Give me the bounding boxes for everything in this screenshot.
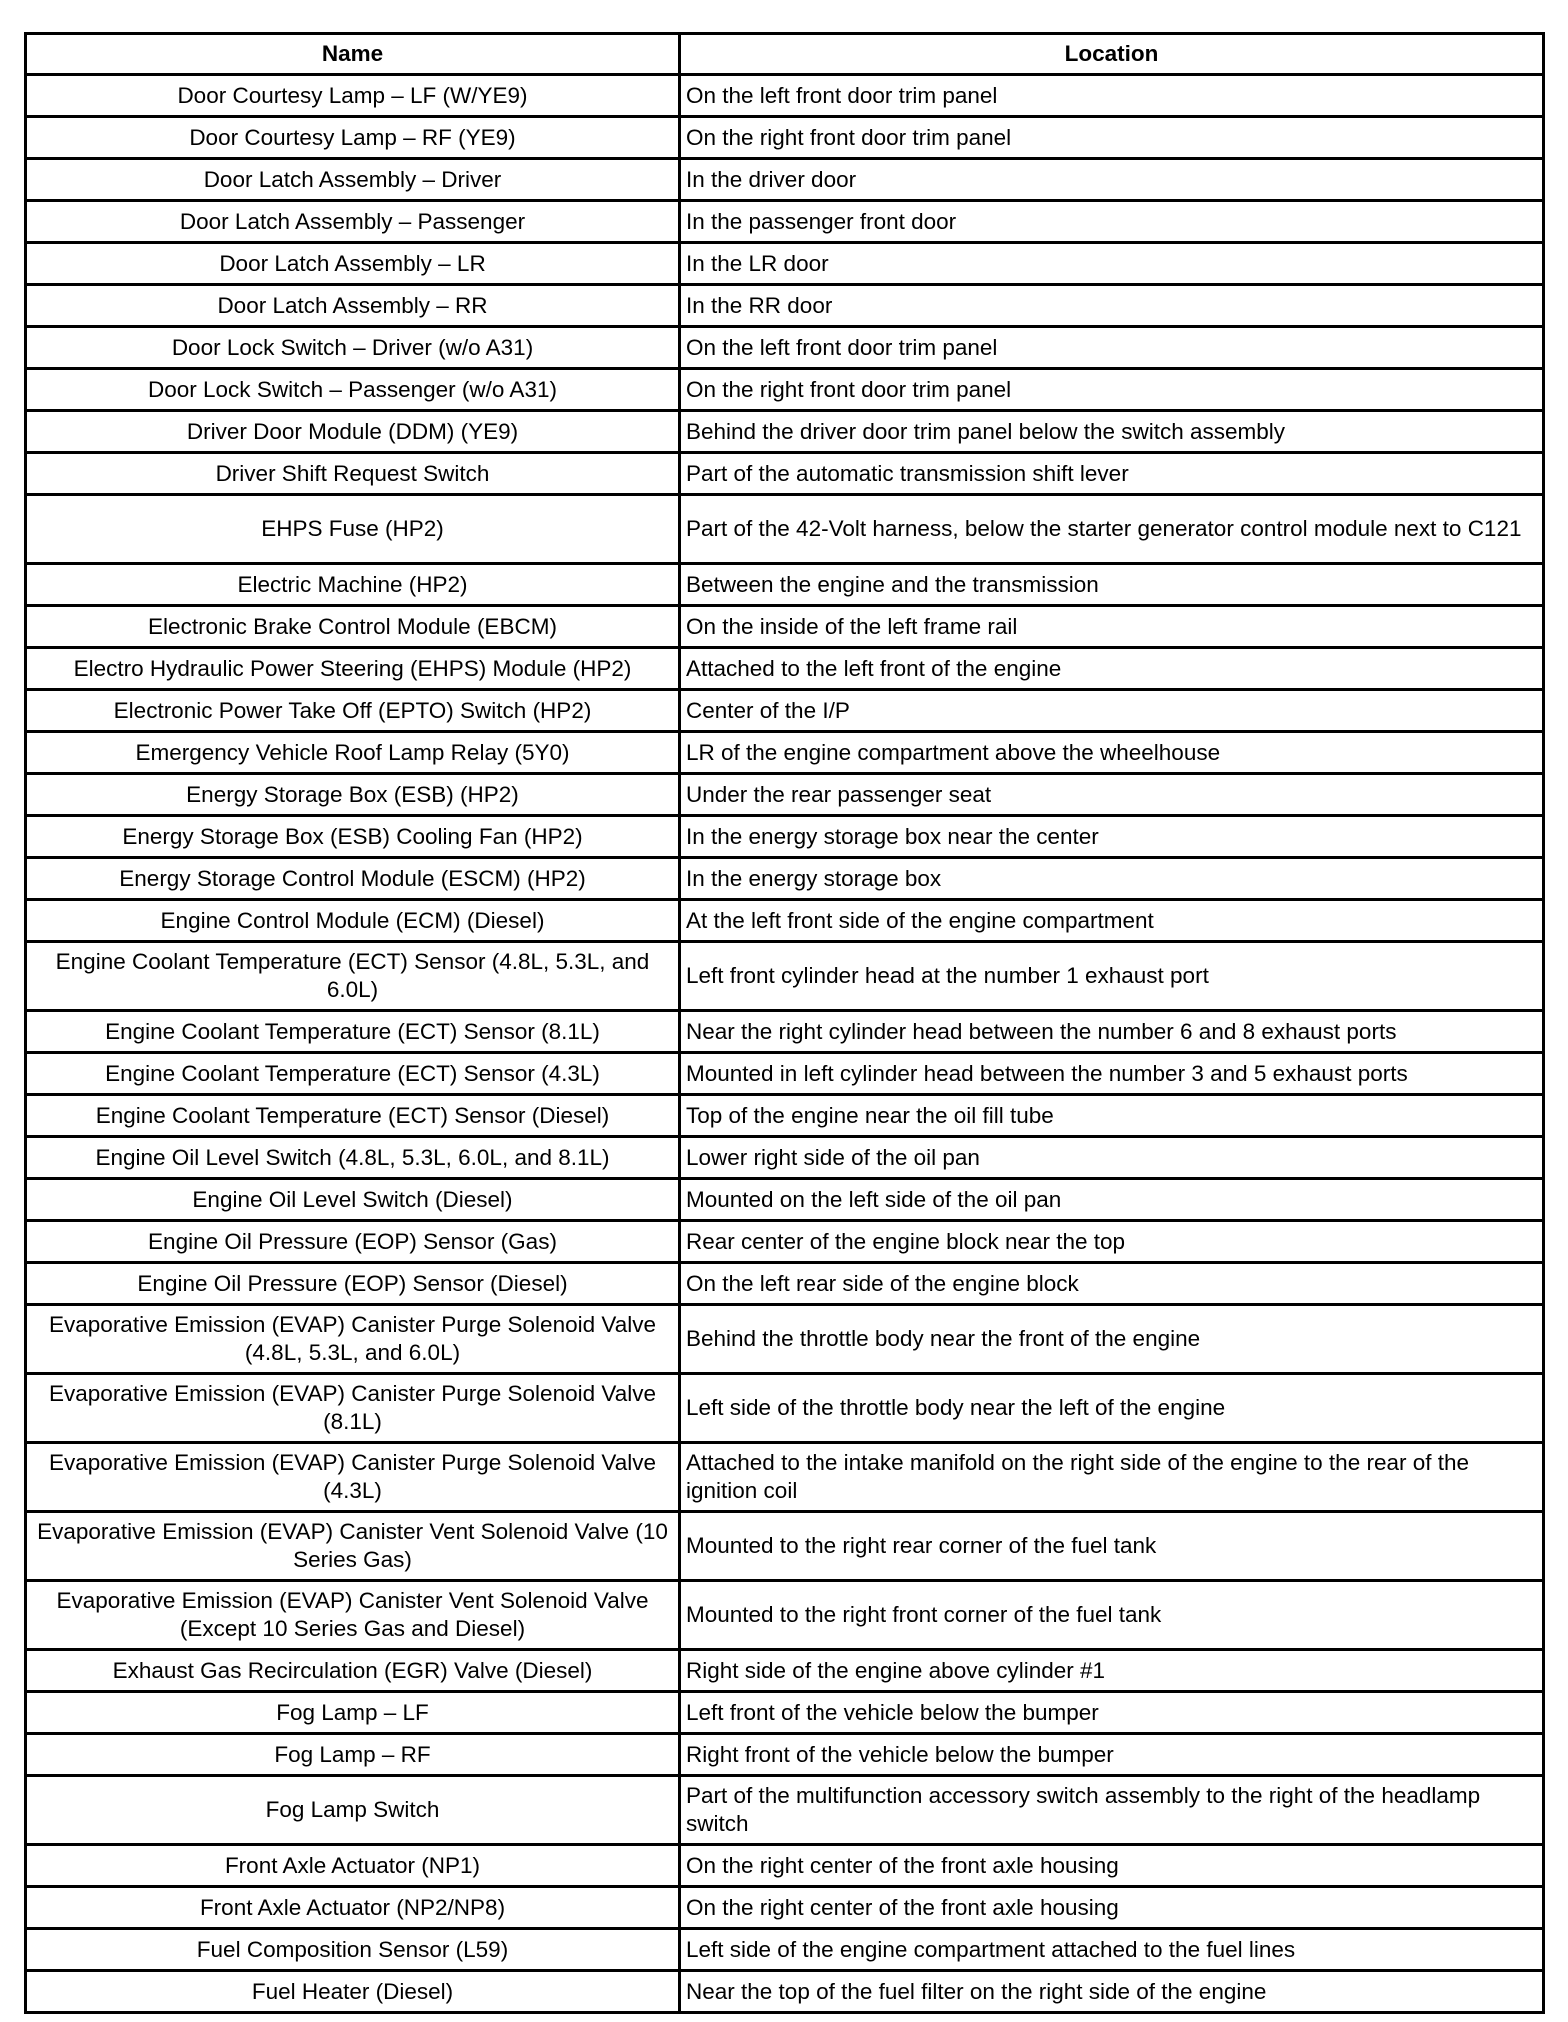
component-location-cell: Mounted on the left side of the oil pan	[680, 1179, 1544, 1221]
table-row	[26, 201, 1544, 243]
component-location-cell: Rear center of the engine block near the top	[680, 1221, 1544, 1263]
component-name-cell: Fuel Composition Sensor (L59)	[26, 1929, 680, 1971]
component-name-cell: Engine Coolant Temperature (ECT) Sensor (Diesel)	[26, 1095, 680, 1137]
component-location-cell: Attached to the intake manifold on the right side of the engine to the rear of the ignition coil	[680, 1443, 1544, 1512]
table-row	[26, 1692, 1544, 1734]
component-location-cell: Part of the multifunction accessory switch assembly to the right of the headlamp switch	[680, 1776, 1544, 1845]
component-name-cell: Door Lock Switch – Driver (w/o A31)	[26, 327, 680, 369]
component-name-cell: Fog Lamp – LF	[26, 1692, 680, 1734]
table-row	[26, 1887, 1544, 1929]
component-location-cell: Right side of the engine above cylinder #1	[680, 1650, 1544, 1692]
component-name-cell: Engine Oil Level Switch (Diesel)	[26, 1179, 680, 1221]
table-row	[26, 117, 1544, 159]
component-location-cell: Left side of the engine compartment attached to the fuel lines	[680, 1929, 1544, 1971]
component-name-cell: Door Latch Assembly – Driver	[26, 159, 680, 201]
component-name-cell: Evaporative Emission (EVAP) Canister Purge Solenoid Valve (4.3L)	[26, 1443, 680, 1512]
component-name-cell: Energy Storage Box (ESB) Cooling Fan (HP2)	[26, 816, 680, 858]
component-name-cell: Front Axle Actuator (NP2/NP8)	[26, 1887, 680, 1929]
component-name-cell: Energy Storage Control Module (ESCM) (HP2)	[26, 858, 680, 900]
header-row	[26, 34, 1544, 75]
table-row	[26, 606, 1544, 648]
table-row	[26, 1776, 1544, 1845]
component-location-cell: In the LR door	[680, 243, 1544, 285]
component-name-cell: Emergency Vehicle Roof Lamp Relay (5Y0)	[26, 732, 680, 774]
table-row	[26, 1221, 1544, 1263]
component-location-cell: Part of the 42-Volt harness, below the starter generator control module next to C121	[680, 495, 1544, 564]
component-name-cell: Driver Door Module (DDM) (YE9)	[26, 411, 680, 453]
component-name-cell: Evaporative Emission (EVAP) Canister Vent Solenoid Valve (10 Series Gas)	[26, 1512, 680, 1581]
table-row	[26, 1137, 1544, 1179]
component-location-cell: Lower right side of the oil pan	[680, 1137, 1544, 1179]
table-row	[26, 75, 1544, 117]
component-location-cell: On the left front door trim panel	[680, 75, 1544, 117]
table-row	[26, 1443, 1544, 1512]
component-location-cell: Under the rear passenger seat	[680, 774, 1544, 816]
table-body	[26, 75, 1544, 2013]
component-name-cell: Fuel Heater (Diesel)	[26, 1971, 680, 2013]
table-row	[26, 369, 1544, 411]
component-location-cell: In the energy storage box near the center	[680, 816, 1544, 858]
component-name-cell: Front Axle Actuator (NP1)	[26, 1845, 680, 1887]
table-row	[26, 1011, 1544, 1053]
component-location-cell: Left side of the throttle body near the left of the engine	[680, 1374, 1544, 1443]
table-row	[26, 858, 1544, 900]
table-row	[26, 411, 1544, 453]
component-name-cell: Fog Lamp Switch	[26, 1776, 680, 1845]
component-location-cell: In the passenger front door	[680, 201, 1544, 243]
component-location-cell: LR of the engine compartment above the wheelhouse	[680, 732, 1544, 774]
component-location-cell: Mounted to the right rear corner of the fuel tank	[680, 1512, 1544, 1581]
component-location-cell: On the right front door trim panel	[680, 369, 1544, 411]
component-location-cell: Attached to the left front of the engine	[680, 648, 1544, 690]
table-row	[26, 1512, 1544, 1581]
component-location-cell: Left front cylinder head at the number 1 exhaust port	[680, 942, 1544, 1011]
table-row	[26, 327, 1544, 369]
table-row	[26, 1095, 1544, 1137]
component-location-cell: At the left front side of the engine compartment	[680, 900, 1544, 942]
component-location-cell: Center of the I/P	[680, 690, 1544, 732]
component-name-cell: Exhaust Gas Recirculation (EGR) Valve (Diesel)	[26, 1650, 680, 1692]
table-row	[26, 564, 1544, 606]
component-name-cell: Engine Coolant Temperature (ECT) Sensor (4.8L, 5.3L, and 6.0L)	[26, 942, 680, 1011]
component-name-cell: Engine Coolant Temperature (ECT) Sensor (4.3L)	[26, 1053, 680, 1095]
component-location-cell: Near the top of the fuel filter on the right side of the engine	[680, 1971, 1544, 2013]
table-row	[26, 648, 1544, 690]
table-row	[26, 774, 1544, 816]
table-row	[26, 453, 1544, 495]
table-row	[26, 1650, 1544, 1692]
table-row	[26, 159, 1544, 201]
table-row	[26, 1929, 1544, 1971]
component-location-cell: Behind the driver door trim panel below the switch assembly	[680, 411, 1544, 453]
table-row	[26, 1581, 1544, 1650]
component-name-cell: Electronic Power Take Off (EPTO) Switch (HP2)	[26, 690, 680, 732]
component-location-cell: On the right center of the front axle housing	[680, 1845, 1544, 1887]
component-name-cell: Door Lock Switch – Passenger (w/o A31)	[26, 369, 680, 411]
table-row	[26, 243, 1544, 285]
component-location-cell: Near the right cylinder head between the number 6 and 8 exhaust ports	[680, 1011, 1544, 1053]
component-location-cell: Mounted to the right front corner of the fuel tank	[680, 1581, 1544, 1650]
table-row	[26, 1845, 1544, 1887]
component-location-cell: On the inside of the left frame rail	[680, 606, 1544, 648]
table-row	[26, 690, 1544, 732]
component-name-cell: Door Courtesy Lamp – LF (W/YE9)	[26, 75, 680, 117]
location-column-header: Location	[680, 34, 1544, 75]
component-name-cell: Door Courtesy Lamp – RF (YE9)	[26, 117, 680, 159]
component-name-cell: Evaporative Emission (EVAP) Canister Vent Solenoid Valve (Except 10 Series Gas and Diesel)	[26, 1581, 680, 1650]
component-location-cell: In the RR door	[680, 285, 1544, 327]
component-name-cell: Engine Oil Pressure (EOP) Sensor (Diesel)	[26, 1263, 680, 1305]
component-name-cell: Engine Control Module (ECM) (Diesel)	[26, 900, 680, 942]
component-name-cell: Engine Coolant Temperature (ECT) Sensor (8.1L)	[26, 1011, 680, 1053]
component-name-cell: Electric Machine (HP2)	[26, 564, 680, 606]
component-name-cell: Door Latch Assembly – Passenger	[26, 201, 680, 243]
component-name-cell: Electronic Brake Control Module (EBCM)	[26, 606, 680, 648]
table-row	[26, 1374, 1544, 1443]
component-location-cell: Mounted in left cylinder head between the number 3 and 5 exhaust ports	[680, 1053, 1544, 1095]
table-row	[26, 1263, 1544, 1305]
table-row	[26, 1734, 1544, 1776]
table-row	[26, 732, 1544, 774]
table-row	[26, 1971, 1544, 2013]
component-name-cell: Energy Storage Box (ESB) (HP2)	[26, 774, 680, 816]
component-location-cell: Left front of the vehicle below the bumper	[680, 1692, 1544, 1734]
table-row	[26, 816, 1544, 858]
table-row	[26, 1053, 1544, 1095]
table-row	[26, 1179, 1544, 1221]
component-location-cell: Part of the automatic transmission shift lever	[680, 453, 1544, 495]
component-name-cell: Door Latch Assembly – LR	[26, 243, 680, 285]
component-location-cell: Behind the throttle body near the front of the engine	[680, 1305, 1544, 1374]
component-name-cell: Door Latch Assembly – RR	[26, 285, 680, 327]
table-row	[26, 1305, 1544, 1374]
name-column-header: Name	[26, 34, 680, 75]
component-location-cell: On the right center of the front axle housing	[680, 1887, 1544, 1929]
component-location-cell: In the energy storage box	[680, 858, 1544, 900]
component-location-table	[24, 32, 1545, 2014]
component-location-cell: Right front of the vehicle below the bumper	[680, 1734, 1544, 1776]
component-name-cell: Electro Hydraulic Power Steering (EHPS) Module (HP2)	[26, 648, 680, 690]
table-row	[26, 942, 1544, 1011]
component-name-cell: Evaporative Emission (EVAP) Canister Purge Solenoid Valve (4.8L, 5.3L, and 6.0L)	[26, 1305, 680, 1374]
component-name-cell: Engine Oil Pressure (EOP) Sensor (Gas)	[26, 1221, 680, 1263]
component-location-cell: Top of the engine near the oil fill tube	[680, 1095, 1544, 1137]
component-location-cell: Between the engine and the transmission	[680, 564, 1544, 606]
component-location-cell: In the driver door	[680, 159, 1544, 201]
table-row	[26, 285, 1544, 327]
component-location-cell: On the right front door trim panel	[680, 117, 1544, 159]
component-name-cell: EHPS Fuse (HP2)	[26, 495, 680, 564]
component-name-cell: Evaporative Emission (EVAP) Canister Purge Solenoid Valve (8.1L)	[26, 1374, 680, 1443]
component-name-cell: Engine Oil Level Switch (4.8L, 5.3L, 6.0L, and 8.1L)	[26, 1137, 680, 1179]
table-row	[26, 900, 1544, 942]
component-name-cell: Driver Shift Request Switch	[26, 453, 680, 495]
component-location-cell: On the left front door trim panel	[680, 327, 1544, 369]
component-name-cell: Fog Lamp – RF	[26, 1734, 680, 1776]
component-location-cell: On the left rear side of the engine block	[680, 1263, 1544, 1305]
table-row	[26, 495, 1544, 564]
